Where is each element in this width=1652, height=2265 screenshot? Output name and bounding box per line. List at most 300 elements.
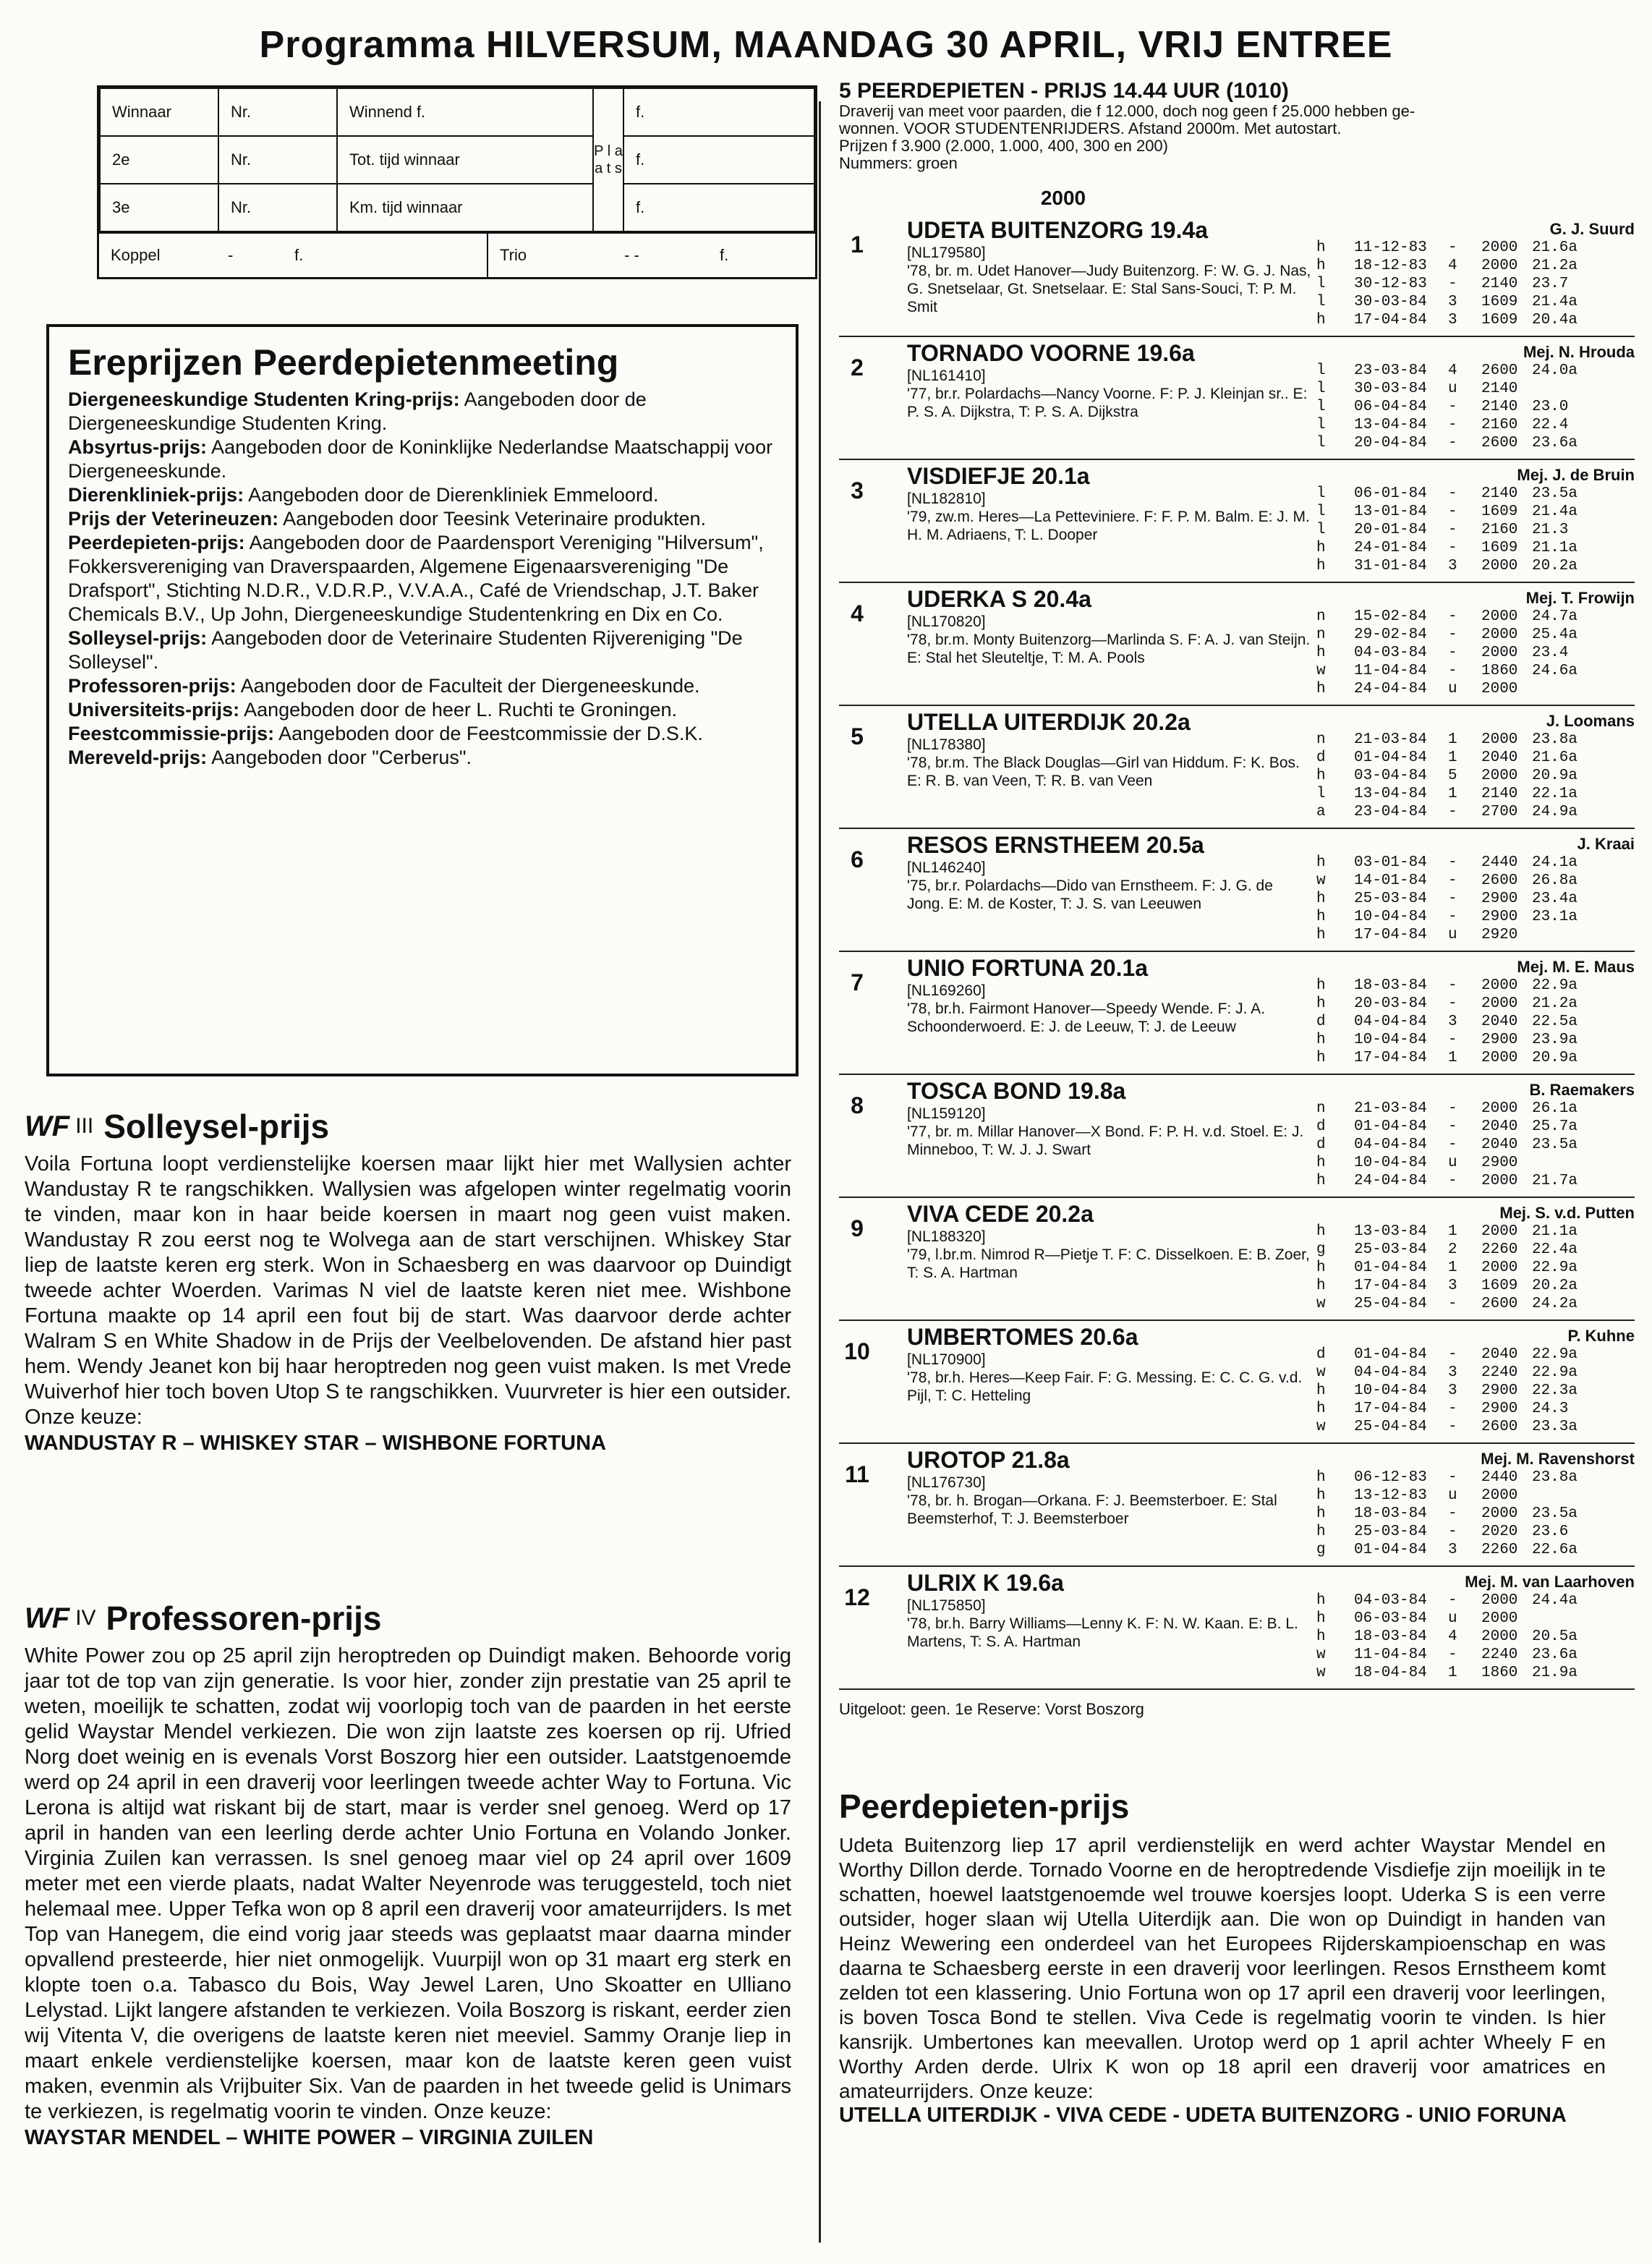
race-5-heading: 5 PEERDEPIETEN - PRIJS 14.44 UUR (1010) <box>839 79 1289 103</box>
performance-cell: 24.1a <box>1532 854 1578 871</box>
performance-cell: 2440 <box>1481 1469 1518 1486</box>
prize-item <box>68 674 777 698</box>
horse-license: [NL146240] <box>907 859 986 876</box>
performance-cell: 22.9a <box>1532 1259 1578 1276</box>
performance-cell: - <box>1448 1646 1457 1663</box>
performance-row <box>1316 995 1635 1013</box>
performance-cell: h <box>1316 1628 1326 1645</box>
performance-row <box>1316 1031 1635 1049</box>
performance-cell: - <box>1448 417 1457 433</box>
horse-driver: P. Kuhne <box>1567 1327 1635 1345</box>
race-pick: WANDUSTAY R – WHISKEY STAR – WISHBONE FORTUNA <box>25 1432 607 1455</box>
performance-row <box>1316 1505 1635 1523</box>
horse-description: '78, br.h. Heres—Keep Fair. F: G. Messing. E: C. C. G. v.d. Pijl, T: C. Hetteling <box>907 1369 1303 1404</box>
horse-name: UDETA BUITENZORG 19.4a <box>907 217 1209 243</box>
horse-description: '78, br. h. Brogan—Orkana. F: J. Beemsterboer. E: Stal Beemsterhof, T: J. Beemsterboer <box>907 1492 1277 1527</box>
prize-text: Aangeboden door de heer L. Ruchti te Groningen. <box>239 699 678 721</box>
page-title: Programma HILVERSUM, MAANDAG 30 APRIL, VRIJ ENTREE <box>259 24 1393 66</box>
performance-row <box>1316 539 1635 557</box>
performance-cell: 22.9a <box>1532 1346 1578 1363</box>
performance-cell: 23.5a <box>1532 485 1578 502</box>
horse-license: [NL169260] <box>907 982 986 999</box>
performance-cell: 2000 <box>1481 977 1518 994</box>
horse-number: 12 <box>844 1584 870 1610</box>
performance-cell: n <box>1316 731 1326 748</box>
horse-performance-table <box>1316 854 1635 944</box>
race-5-info: Nummers: groen <box>839 154 958 172</box>
performance-row <box>1316 380 1635 398</box>
performance-cell: 01-04-84 <box>1354 1118 1427 1135</box>
slip-label: Winnaar <box>100 88 218 136</box>
performance-cell: 2140 <box>1481 485 1518 502</box>
performance-row <box>1316 275 1635 293</box>
performance-cell: 4 <box>1448 362 1457 379</box>
horse-entry <box>839 460 1635 583</box>
prize-item <box>68 698 777 722</box>
performance-cell: - <box>1448 1346 1457 1363</box>
race-distance: 2000 <box>1040 187 1086 209</box>
performance-cell: h <box>1316 540 1326 556</box>
performance-cell: 3 <box>1448 1278 1457 1294</box>
performance-cell: 15-02-84 <box>1354 608 1427 625</box>
prize-name: Prijs der Veterineuzen: <box>68 508 279 530</box>
performance-cell: 23-04-84 <box>1354 804 1427 820</box>
performance-cell: 1 <box>1448 1223 1457 1240</box>
horse-description: '78, br.h. Fairmont Hanover—Speedy Wende. F: J. A. Schoonderwoerd. E: J. de Leeuw, T: J. de Leeuw <box>907 1000 1266 1035</box>
performance-cell: h <box>1316 909 1326 925</box>
performance-cell: h <box>1316 1259 1326 1276</box>
performance-cell: 22.4a <box>1532 1241 1578 1258</box>
performance-row <box>1316 1382 1635 1400</box>
performance-cell: 25-04-84 <box>1354 1296 1427 1312</box>
performance-row <box>1316 239 1635 257</box>
prize-text: Aangeboden door de Feestcommissie der D.S.K. <box>274 723 703 744</box>
performance-cell: 04-04-84 <box>1354 1136 1427 1153</box>
performance-cell: - <box>1448 1524 1457 1540</box>
performance-cell: 2000 <box>1481 1100 1518 1117</box>
performance-cell: 31-01-84 <box>1354 558 1427 574</box>
performance-cell: h <box>1316 558 1326 574</box>
performance-cell: w <box>1316 1419 1326 1435</box>
prize-text: Aangeboden door de Diergeneeskundige Studenten Kring. <box>68 388 647 434</box>
performance-cell: 24-04-84 <box>1354 1173 1427 1189</box>
slip-koppel: Koppel <box>111 246 161 264</box>
race-3-header <box>25 1107 791 1146</box>
performance-cell: - <box>1448 435 1457 451</box>
performance-cell: - <box>1448 626 1457 643</box>
performance-cell: 23.9a <box>1532 1032 1578 1048</box>
performance-row <box>1316 926 1635 944</box>
performance-cell: 5 <box>1448 768 1457 784</box>
performance-cell: 25-03-84 <box>1354 1241 1427 1258</box>
performance-cell: - <box>1448 977 1457 994</box>
performance-cell: h <box>1316 1155 1326 1171</box>
prize-name: Feestcommissie-prijs: <box>68 723 275 744</box>
performance-cell: 2000 <box>1481 608 1518 625</box>
horse-name: TOSCA BOND 19.8a <box>907 1078 1126 1104</box>
performance-cell: 23.1a <box>1532 909 1578 925</box>
prize-text: Aangeboden door de Veterinaire Studenten Rijvereniging "De Solleysel". <box>68 627 743 673</box>
performance-cell: 04-04-84 <box>1354 1364 1427 1381</box>
performance-cell: 2160 <box>1481 522 1518 538</box>
performance-cell: l <box>1316 399 1326 415</box>
performance-cell: 2140 <box>1481 276 1518 292</box>
performance-row <box>1316 803 1635 821</box>
horse-license: [NL179580] <box>907 245 986 261</box>
slip-nr: Nr. <box>218 136 337 184</box>
performance-cell: d <box>1316 749 1326 766</box>
performance-cell: 3 <box>1448 294 1457 310</box>
slip-field: Tot. tijd winnaar <box>337 136 593 184</box>
performance-row <box>1316 1610 1635 1628</box>
slip-trio-sep: - - <box>624 246 639 264</box>
prize-item <box>68 722 777 746</box>
performance-row <box>1316 1223 1635 1241</box>
performance-cell: 24.0a <box>1532 362 1578 379</box>
performance-cell: 13-03-84 <box>1354 1223 1427 1240</box>
performance-cell: d <box>1316 1118 1326 1135</box>
performance-cell: 22.5a <box>1532 1013 1578 1030</box>
prizes-title: Ereprijzen Peerdepietenmeeting <box>68 342 619 383</box>
performance-cell: 24.3 <box>1532 1401 1569 1417</box>
horse-driver: Mej. J. de Bruin <box>1517 466 1635 484</box>
performance-cell: 21.4a <box>1532 503 1578 520</box>
performance-row <box>1316 1295 1635 1313</box>
performance-cell: 23.4a <box>1532 891 1578 907</box>
race-3-section <box>25 1107 791 1456</box>
horse-description: '79, zw.m. Heres—La Petteviniere. F: F. P. M. Balm. E: J. M. H. M. Adriaens, T: L. Dooper <box>907 509 1310 543</box>
horse-description: '77, br.r. Polardachs—Nancy Voorne. F: P. J. Kleinjan sr.. E: P. S. A. Dijkstra, T: P. S. A. Dijkstra <box>907 386 1308 420</box>
wf-logo-icon: WF <box>25 1110 70 1142</box>
performance-cell: 2040 <box>1481 1118 1518 1135</box>
performance-cell: 2140 <box>1481 399 1518 415</box>
horse-name: UMBERTOMES 20.6a <box>907 1324 1138 1350</box>
horse-entry <box>839 214 1635 337</box>
performance-row <box>1316 908 1635 926</box>
performance-cell: 18-03-84 <box>1354 1628 1427 1645</box>
performance-cell: 01-04-84 <box>1354 1542 1427 1558</box>
performance-cell: g <box>1316 1542 1326 1558</box>
performance-cell: 2140 <box>1481 786 1518 802</box>
performance-row <box>1316 557 1635 575</box>
horse-performance-table <box>1316 239 1635 329</box>
performance-cell: 1 <box>1448 786 1457 802</box>
horse-description: '78, br. m. Udet Hanover—Judy Buitenzorg. F: W. G. J. Nas, G. Snetselaar, Gt. Snetselaar. E: Stal Sans-Souci, T: P. M. Smit <box>907 263 1311 315</box>
performance-cell: 2600 <box>1481 1419 1518 1435</box>
performance-cell: - <box>1448 1505 1457 1522</box>
performance-cell: 17-04-84 <box>1354 927 1427 943</box>
performance-cell: l <box>1316 381 1326 397</box>
performance-cell: 26.1a <box>1532 1100 1578 1117</box>
performance-cell: 2000 <box>1481 681 1518 697</box>
peerdepieten-pick: UTELLA UITERDIJK - VIVA CEDE - UDETA BUITENZORG - UNIO FORUNA <box>839 2104 1567 2127</box>
performance-cell: 24-01-84 <box>1354 540 1427 556</box>
horse-driver: Mej. M. E. Maus <box>1517 958 1635 976</box>
performance-cell: 3 <box>1448 1382 1457 1399</box>
race-number: IV <box>75 1606 96 1630</box>
performance-cell: 20.9a <box>1532 1050 1578 1066</box>
horse-driver: Mej. S. v.d. Putten <box>1499 1204 1635 1222</box>
performance-cell: 30-12-83 <box>1354 276 1427 292</box>
race-commentary: White Power zou op 25 april zijn heroptreden op Duindigt maken. Behoorde vorig jaar tot de top van zijn generatie. Is voor hier, zonder zijn prestatie van 25 april te weten, moeilijk te schatten, zodat wij voorlopig toch van de paarden in het eerste gelid Waystar Mendel verkiezen. Die won zijn laatste zes koersen op rij. Ufried Norg doet weinig en is evenals Vorst Boszorg hier een outsider. Laatstgenoemde werd op 24 april in een draverij voor leerlingen tweede achter Way to Fortuna. Vic Lerona is altijd wat riskant bij de start, maar is verder snel genoeg. Werd op 17 april in handen van een leerling derde achter Unio Fortuna en Volando Jonker. Virginia Zuilen kan verrassen. Is snel genoeg maar viel op 24 april over 1609 meter met een vierde plaats, nadat Walter Neyenrode was teruggesteld, toch niet helemaal mee. Upper Tefka won op 8 april een draverij voor amateurrijders. Is met Top van Hanegem, die eind vorig jaar steeds was geplaatst maar daarna minder opvallend presteerde, hier niet onmogelijk. Vuurpijl won op 31 maart erg sterk en klopte toen o.a. Tabasco du Bois, Way Jewel Laren, Uno Skoatter en Ulliano Lelystad. Lijkt langere afstanden te verkiezen. Voila Boszorg is riskant, eerder zien wij Vitenta V, die overigens de laatste keren niet meeviel. Sammy Oranje liep in maart enkele verdienstelijke koersen, maar kon de laatste keren geen vuist maken, evenmin als Vrijbuiter Six. Van de paarden in het tweede gelid is Unimars te verkiezen, is regelmatig voorin te vinden. Onze keuze: <box>25 1644 791 2123</box>
performance-cell: - <box>1448 540 1457 556</box>
performance-cell: 1860 <box>1481 663 1518 679</box>
performance-cell: u <box>1448 681 1457 697</box>
prize-text: Aangeboden door de Dierenkliniek Emmeloord. <box>244 484 659 506</box>
race-title: Solleysel-prijs <box>103 1108 330 1145</box>
performance-cell: h <box>1316 1278 1326 1294</box>
performance-cell: 18-04-84 <box>1354 1665 1427 1681</box>
horse-number: 11 <box>845 1461 869 1487</box>
performance-cell: 2240 <box>1481 1646 1518 1663</box>
prize-item <box>68 507 777 531</box>
performance-row <box>1316 434 1635 452</box>
performance-row <box>1316 785 1635 803</box>
horse-description: '79, l.br.m. Nimrod R—Pietje T. F: C. Disselkoen. E: B. Zoer, T: S. A. Hartman <box>907 1246 1310 1281</box>
performance-cell: 2000 <box>1481 239 1518 256</box>
performance-cell: l <box>1316 294 1326 310</box>
performance-cell: 2000 <box>1481 626 1518 643</box>
performance-cell: u <box>1448 927 1457 943</box>
performance-cell: 20.2a <box>1532 558 1578 574</box>
performance-cell: 2920 <box>1481 927 1518 943</box>
performance-row <box>1316 311 1635 329</box>
performance-cell: - <box>1448 1296 1457 1312</box>
performance-row <box>1316 1592 1635 1610</box>
horse-name: UROTOP 21.8a <box>907 1447 1070 1473</box>
prize-text: Aangeboden door de Paardensport Vereniging "Hilversum", Fokkersvereniging van Draverspaarden, Algemene Eigenaarsvereniging "De Drafsport", Stichting N.D.R., V.D.R.P., V.V.A.A., Café de Vriendschap, J.T. Baker Chemicals B.V., Up John, Diergeneeskundige Studentenkring en Dix en Co. <box>68 532 764 625</box>
performance-cell: 3 <box>1448 1542 1457 1558</box>
slip-field: Km. tijd winnaar <box>337 184 593 231</box>
performance-cell: l <box>1316 786 1326 802</box>
performance-cell: n <box>1316 626 1326 643</box>
performance-cell: 2000 <box>1481 1223 1518 1240</box>
performance-cell: - <box>1448 608 1457 625</box>
performance-cell: 3 <box>1448 558 1457 574</box>
performance-cell: 17-04-84 <box>1354 1401 1427 1417</box>
performance-cell: u <box>1448 1155 1457 1171</box>
prize-name: Peerdepieten-prijs: <box>68 532 245 553</box>
performance-cell: 20-03-84 <box>1354 995 1427 1012</box>
performance-cell: 24.2a <box>1532 1296 1578 1312</box>
performance-cell: 2040 <box>1481 1013 1518 1030</box>
performance-cell: 2040 <box>1481 1136 1518 1153</box>
horse-license: [NL161410] <box>907 367 986 384</box>
performance-cell: l <box>1316 435 1326 451</box>
performance-cell: 10-04-84 <box>1354 1155 1427 1171</box>
performance-cell: 24-04-84 <box>1354 681 1427 697</box>
performance-cell: d <box>1316 1013 1326 1030</box>
horse-license: [NL159120] <box>907 1105 986 1122</box>
performance-cell: 20.2a <box>1532 1278 1578 1294</box>
performance-row <box>1316 1523 1635 1541</box>
performance-cell: 24.6a <box>1532 663 1578 679</box>
slip-f: f. <box>623 88 814 136</box>
performance-cell: - <box>1448 1173 1457 1189</box>
prize-name: Mereveld-prijs: <box>68 747 208 768</box>
prize-name: Solleysel-prijs: <box>68 627 208 649</box>
prize-item <box>68 626 777 674</box>
performance-cell: 23.4 <box>1532 645 1569 661</box>
performance-cell: 2000 <box>1481 1487 1518 1504</box>
horse-performance-table <box>1316 731 1635 821</box>
performance-cell: 2000 <box>1481 645 1518 661</box>
performance-cell: h <box>1316 891 1326 907</box>
performance-cell: 3 <box>1448 312 1457 328</box>
slip-nr: Nr. <box>218 88 337 136</box>
performance-cell: 29-02-84 <box>1354 626 1427 643</box>
prize-name: Dierenkliniek-prijs: <box>68 484 244 506</box>
horse-performance-table <box>1316 1100 1635 1190</box>
performance-cell: 17-04-84 <box>1354 1278 1427 1294</box>
performance-row <box>1316 1172 1635 1190</box>
performance-cell: - <box>1448 872 1457 889</box>
performance-cell: d <box>1316 1136 1326 1153</box>
horse-number: 3 <box>851 477 864 503</box>
performance-row <box>1316 1259 1635 1277</box>
performance-cell: 30-03-84 <box>1354 294 1427 310</box>
performance-cell: 2900 <box>1481 1155 1518 1171</box>
performance-row <box>1316 1118 1635 1136</box>
horse-entry <box>839 1198 1635 1321</box>
performance-cell: 24.4a <box>1532 1592 1578 1609</box>
horse-name: RESOS ERNSTHEEM 20.5a <box>907 832 1204 858</box>
horse-number: 1 <box>851 231 864 258</box>
race-4-section <box>25 1599 791 2150</box>
performance-row <box>1316 626 1635 644</box>
performance-cell: h <box>1316 854 1326 871</box>
race-title: Professoren-prijs <box>106 1599 382 1637</box>
prize-text: Aangeboden door "Cerberus". <box>207 747 472 768</box>
horse-number: 8 <box>851 1092 864 1118</box>
performance-cell: 3 <box>1448 1364 1457 1381</box>
performance-cell: 22.6a <box>1532 1542 1578 1558</box>
slip-koppel-f: f. <box>294 246 304 264</box>
performance-cell: 20.9a <box>1532 768 1578 784</box>
performance-cell: 2040 <box>1481 749 1518 766</box>
horse-driver: Mej. T. Frowijn <box>1525 589 1635 607</box>
performance-cell: 22.1a <box>1532 786 1578 802</box>
performance-cell: 21.4a <box>1532 294 1578 310</box>
performance-cell: n <box>1316 608 1326 625</box>
performance-cell: 1 <box>1448 1665 1457 1681</box>
performance-cell: 11-12-83 <box>1354 239 1427 256</box>
race-number: III <box>75 1114 94 1138</box>
performance-cell: - <box>1448 1100 1457 1117</box>
performance-cell: 22.3a <box>1532 1382 1578 1399</box>
performance-cell: g <box>1316 1241 1326 1258</box>
performance-cell: 14-01-84 <box>1354 872 1427 889</box>
performance-cell: 11-04-84 <box>1354 663 1427 679</box>
performance-cell: u <box>1448 1487 1457 1504</box>
performance-cell: 21.1a <box>1532 540 1578 556</box>
horse-entry <box>839 583 1635 706</box>
performance-cell: 1609 <box>1481 312 1518 328</box>
performance-cell: - <box>1448 1136 1457 1153</box>
horse-performance-table <box>1316 608 1635 698</box>
performance-cell: 17-04-84 <box>1354 1050 1427 1066</box>
performance-cell: 03-01-84 <box>1354 854 1427 871</box>
performance-cell: l <box>1316 503 1326 520</box>
horse-license: [NL178380] <box>907 736 986 753</box>
performance-cell: 2600 <box>1481 362 1518 379</box>
performance-cell: 2160 <box>1481 417 1518 433</box>
performance-row <box>1316 1013 1635 1031</box>
performance-cell: l <box>1316 276 1326 292</box>
performance-row <box>1316 503 1635 521</box>
prize-item <box>68 483 777 507</box>
performance-row <box>1316 1100 1635 1118</box>
horse-number: 2 <box>851 354 864 381</box>
performance-cell: 21.2a <box>1532 995 1578 1012</box>
performance-cell: 01-04-84 <box>1354 1259 1427 1276</box>
horse-performance-table <box>1316 1469 1635 1559</box>
performance-cell: 2440 <box>1481 854 1518 871</box>
performance-cell: h <box>1316 1524 1326 1540</box>
column-divider <box>819 101 821 2243</box>
performance-cell: 23-03-84 <box>1354 362 1427 379</box>
performance-cell: 2000 <box>1481 995 1518 1012</box>
horse-description: '78, br.h. Barry Williams—Lenny K. F: N. W. Kaan. E: B. L. Martens, T: S. A. Hartman <box>907 1615 1298 1650</box>
performance-cell: h <box>1316 1487 1326 1504</box>
horse-name: UDERKA S 20.4a <box>907 586 1091 612</box>
performance-cell: 26.8a <box>1532 872 1578 889</box>
performance-cell: 06-01-84 <box>1354 485 1427 502</box>
performance-cell: 20-04-84 <box>1354 435 1427 451</box>
performance-cell: h <box>1316 681 1326 697</box>
performance-cell: - <box>1448 1592 1457 1609</box>
performance-cell: h <box>1316 1382 1326 1399</box>
performance-row <box>1316 644 1635 662</box>
horse-performance-table <box>1316 1223 1635 1313</box>
performance-cell: 23.6a <box>1532 1646 1578 1663</box>
performance-cell: 25-03-84 <box>1354 891 1427 907</box>
performance-cell: 25.7a <box>1532 1118 1578 1135</box>
horse-entry <box>839 829 1635 952</box>
performance-cell: - <box>1448 276 1457 292</box>
performance-cell: 13-04-84 <box>1354 417 1427 433</box>
performance-cell: h <box>1316 645 1326 661</box>
performance-cell: l <box>1316 417 1326 433</box>
right-column <box>839 79 1635 2127</box>
performance-cell: 2000 <box>1481 1628 1518 1645</box>
performance-cell: 4 <box>1448 1628 1457 1645</box>
performance-cell: 23.8a <box>1532 731 1578 748</box>
horse-driver: Mej. M. Ravenshorst <box>1481 1450 1635 1468</box>
performance-cell: 13-12-83 <box>1354 1487 1427 1504</box>
horse-name: UTELLA UITERDIJK 20.2a <box>907 709 1191 735</box>
horse-entry <box>839 952 1635 1075</box>
performance-cell: 22.9a <box>1532 1364 1578 1381</box>
performance-row <box>1316 1469 1635 1487</box>
performance-row <box>1316 293 1635 311</box>
performance-cell: h <box>1316 1050 1326 1066</box>
performance-cell: h <box>1316 995 1326 1012</box>
horse-name: TORNADO VOORNE 19.6a <box>907 340 1195 366</box>
performance-cell: h <box>1316 312 1326 328</box>
horse-number: 4 <box>851 600 864 626</box>
performance-cell: 1 <box>1448 731 1457 748</box>
performance-row <box>1316 872 1635 890</box>
performance-cell: 2000 <box>1481 1050 1518 1066</box>
performance-cell: 2600 <box>1481 435 1518 451</box>
horse-license: [NL188320] <box>907 1228 986 1245</box>
performance-cell: 10-04-84 <box>1354 1382 1427 1399</box>
betting-slip <box>97 85 817 279</box>
horse-entry <box>839 1075 1635 1198</box>
performance-row <box>1316 608 1635 626</box>
performance-cell: 2040 <box>1481 1346 1518 1363</box>
